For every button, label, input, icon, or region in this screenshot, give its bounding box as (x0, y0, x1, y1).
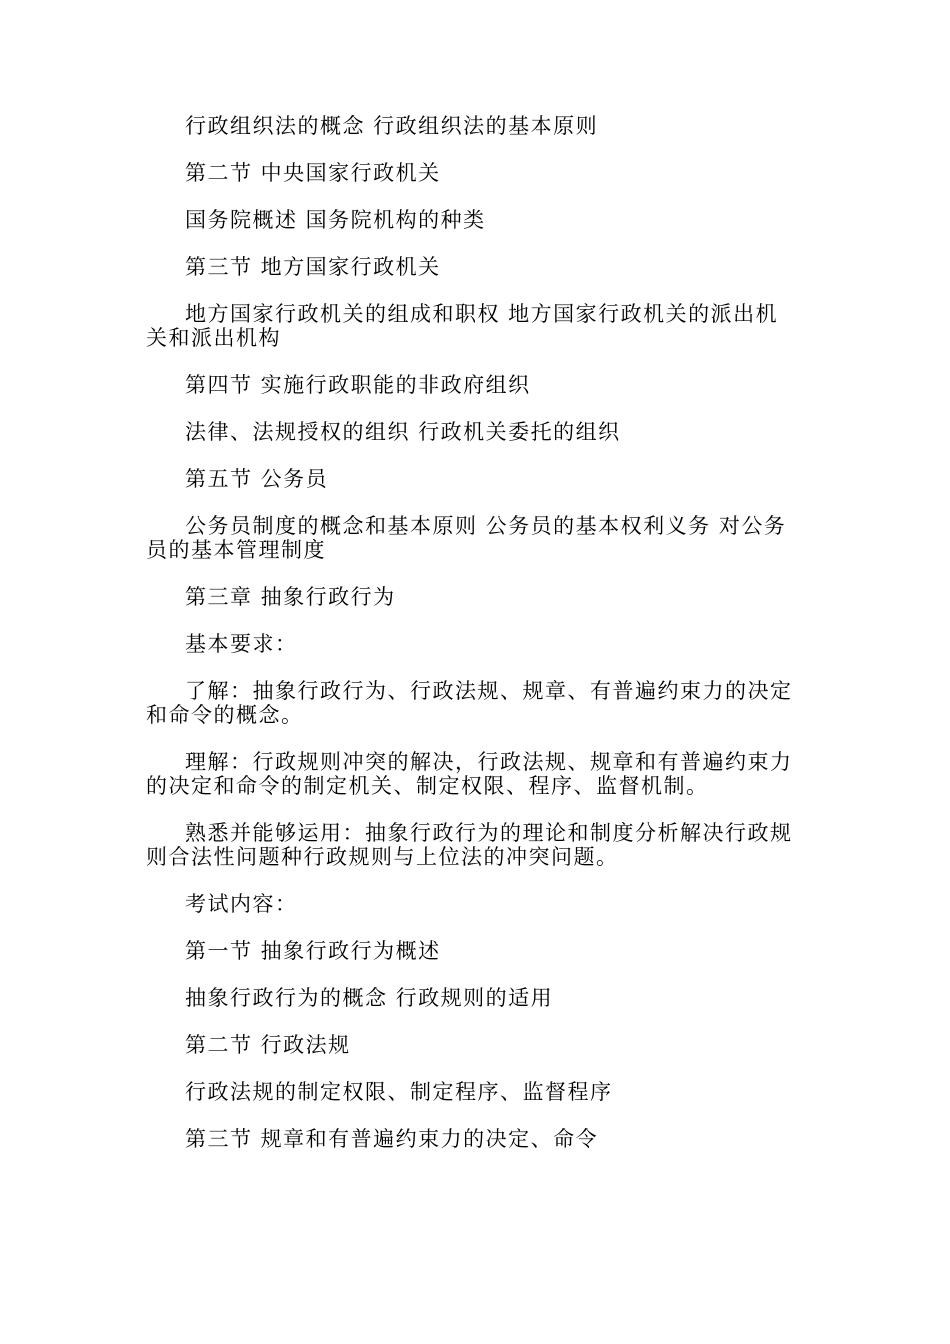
heading-basic-requirements: 基本要求： (185, 632, 298, 656)
heading-section-civil-servants: 第五节 公务员 (185, 467, 329, 491)
document-page (146, 114, 800, 1174)
heading-section-overview: 第一节 抽象行政行为概述 (185, 939, 441, 963)
paragraph-requirement-apply: 熟悉并能够运用：抽象行政行为的理论和制度分析解决行政规则合法性问题种行政规则与上位法的冲突问题。 (146, 821, 793, 869)
paragraph-requirement-understand: 了解：抽象行政行为、行政法规、规章、有普遍约束力的决定和命令的概念。 (146, 679, 793, 727)
paragraph-organization-law: 行政组织法的概念 行政组织法的基本原则 (185, 114, 599, 138)
heading-section-administrative-regulations: 第二节 行政法规 (185, 1033, 351, 1057)
heading-section-rules-decisions: 第三节 规章和有普遍约束力的决定、命令 (185, 1127, 599, 1151)
paragraph-abstract-act-concept: 抽象行政行为的概念 行政规则的适用 (185, 986, 554, 1010)
paragraph-authorized-organizations: 法律、法规授权的组织 行政机关委托的组织 (185, 420, 621, 444)
paragraph-local-organs: 地方国家行政机关的组成和职权 地方国家行政机关的派出机关和派出机构 (146, 302, 779, 350)
paragraph-state-council: 国务院概述 国务院机构的种类 (185, 208, 486, 232)
heading-section-local-organs: 第三节 地方国家行政机关 (185, 255, 441, 279)
paragraph-regulation-procedures: 行政法规的制定权限、制定程序、监督程序 (185, 1080, 613, 1104)
heading-chapter-abstract-acts: 第三章 抽象行政行为 (185, 585, 396, 609)
heading-section-non-government: 第四节 实施行政职能的非政府组织 (185, 373, 531, 397)
paragraph-civil-servant-system: 公务员制度的概念和基本原则 公务员的基本权利义务 对公务员的基本管理制度 (146, 514, 787, 562)
heading-section-central-organs: 第二节 中央国家行政机关 (185, 161, 441, 185)
paragraph-requirement-comprehend: 理解：行政规则冲突的解决，行政法规、规章和有普遍约束力的决定和命令的制定机关、制定权限、程序、监督机制。 (146, 750, 793, 798)
heading-exam-content: 考试内容： (185, 892, 298, 916)
